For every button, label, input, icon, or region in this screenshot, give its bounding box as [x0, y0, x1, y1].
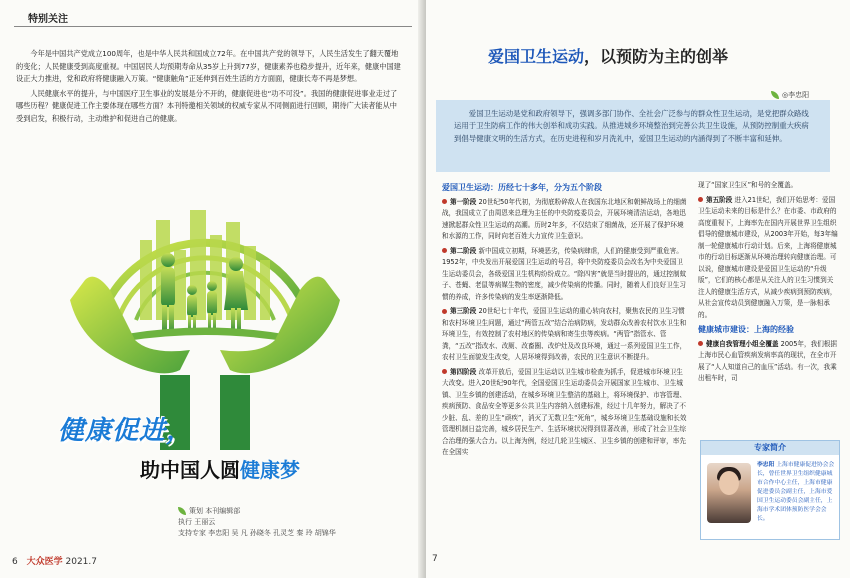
feature-title-prefix: 助中国人圆 — [140, 458, 240, 482]
credit-experts: 支持专家 李忠阳 吴 凡 孙晓冬 孔灵芝 秦 玲 胡锦华 — [178, 529, 336, 537]
continued-text: 现了“国家卫生区”和号的全覆盖。 — [698, 181, 798, 189]
expert-name: 李忠阳 — [757, 462, 775, 468]
intro-paragraph-2: 人民健康水平的提升，与中国医疗卫生事业的发展是分不开的，健康促进也“功不可没”。我国的健康促进事业走过了哪些历程？健康促进工作主要体现在哪些方面？本刊特邀相关领域的权威专家从不同侧面进行回顾，期待广大读者能从中受到启发，积极行动，主动维护和促进自己的健康。 — [16, 88, 398, 123]
article-byline: ◎李忠阳 — [782, 91, 810, 99]
expert-profile-header: 专家简介 — [701, 441, 839, 455]
leaf-icon — [771, 91, 779, 99]
section-label: 特别关注 — [28, 14, 68, 25]
stage-3-paragraph: 第三阶段 20世纪七十年代，爱国卫生运动的重心转向农村，聚焦农民的卫生习惯和农村环境卫生问题，通过“两管五改”结合治病防病，发动群众改善农村饮水卫生和环境卫生，有效控制了农村地区的传染病和寄生虫等疾病。“两管”指管水、管粪，“五改”指改水、改厕、改畜圈、改炉灶及改良环境，通过一系列爱国卫生工作，农村卫生面貌发生改变，人居环境得到改善，农民的卫生意识不断提升。 — [442, 307, 687, 361]
feature-title-line-2 — [140, 454, 300, 483]
self-management-paragraph: 健康自我管理小组全覆盖 2005年，我们根据上海市民心血管疾病发病率高的现状，在全市开展了“人人知道自己的血压”活动。有一次，我乘出租车时，司 — [698, 339, 837, 382]
article-abstract: 爱国卫生运动是党和政府领导下，强调多部门协作、全社会广泛参与的群众性卫生运动，是党把群众路线运用于卫生防病工作的伟大创举和成功实践。从推进城乡环境整治到完善公共卫生设施，从预防控制重大疾病到倡导健康文明的生活方式，在历史进程和岁月洗礼中，爱国卫生运动的内涵得到了不断丰富和延伸。 — [436, 100, 830, 172]
right-page — [426, 0, 850, 578]
article-column-1 — [442, 180, 688, 462]
expert-description: 上海市健康促进协会会长，曾任世界卫生组织健康城市合作中心主任，上海市健康促进委员会副主任，上海市爱国卫生运动委员会副主任，上海市学术团体预防医学会会长。 — [757, 462, 835, 522]
feature-title-line-1: 健康促进， — [58, 416, 194, 446]
expert-profile-box — [700, 440, 840, 540]
credit-planning: 策划 本刊编辑部 — [189, 507, 241, 515]
intro-paragraph-1: 今年是中国共产党成立100周年，也是中华人民共和国成立72年。在中国共产党的领导下，人民生活发生了翻天覆地的变化；人民健康受到高度重视。中国居民人均预期寿命从35岁上升到77岁，健康素养也稳步提升，近年来，健康中国建设正大力推进，党和政府将健康融入万策。“健康触角”正延伸到百姓生活的方方面面，健康长寿不再是梦想。 — [16, 49, 401, 83]
stage-1-paragraph: 第一阶段 20世纪50年代初，为彻底粉碎敌人在我国东北地区和朝鲜战场上的细菌战，我国成立了由周恩来总理为主任的中央防疫委员会，开展环境清洁运动，各地迅速掀起群众性卫生运动的高潮。历时2年多，不仅结束了细菌战，还开展了保护环境和水源的工作，同时向老百姓大力宣传卫生意识。 — [442, 197, 687, 240]
feature-title-highlight: 健康梦 — [240, 458, 300, 482]
expert-bio — [757, 461, 837, 524]
hands-city-family-illustration — [40, 150, 370, 450]
magazine-name: 大众医学 — [26, 557, 63, 567]
leaf-icon — [178, 507, 186, 515]
bullet-dot-icon — [698, 341, 703, 346]
article-title-rest: ，以预防为主的创举 — [584, 47, 729, 66]
issue-date: 2021.7 — [65, 557, 97, 567]
section-heading-stages: 爱国卫生运动：历经七十多年，分为五个阶段 — [442, 183, 602, 192]
left-folio — [12, 554, 97, 567]
bullet-dot-icon — [442, 199, 447, 204]
article-title-highlight: 爱国卫生运动 — [488, 47, 585, 66]
bullet-dot-icon — [442, 248, 447, 253]
page-number-left: 6 — [12, 557, 18, 567]
section-rule — [14, 26, 412, 27]
stage-2-paragraph: 第二阶段 新中国成立初期，环境恶劣，传染病肆虐，人们的健康受到严重危害。1952年，中央发出开展爱国卫生运动的号召，将中央防疫委员会改名为中央爱国卫生运动委员会，各级爱国卫生机构纷纷成立。“除四害”就是当时提出的，通过控制蚊子、苍蝇、老鼠等病媒生物的密度，减少传染病的传播。同时，随着人们良好卫生习惯的养成，许多传染病的发生率逐渐降低。 — [442, 246, 687, 301]
bullet-dot-icon — [442, 369, 447, 374]
credits-block — [178, 506, 336, 539]
article-column-2 — [698, 180, 838, 388]
bullet-dot-icon — [698, 197, 703, 202]
section-heading-shanghai: 健康城市建设：上海的经验 — [698, 325, 794, 334]
expert-portrait — [707, 463, 751, 523]
bullet-dot-icon — [442, 309, 447, 314]
intro-text — [16, 48, 404, 127]
left-page — [0, 0, 424, 578]
article-title — [488, 44, 728, 67]
page-number-right: 7 — [432, 554, 438, 564]
stage-5-paragraph: 第五阶段 进入21世纪，我们开始思考：爱国卫生运动未来的目标是什么？在市委、市政府的高度重视下，上海率先在国内开展世界卫生组织倡导的健康城市建设，从2003年开始，每3年编制一轮健康城市行动计划。后来，上海将健康城市的行动目标逐渐从环境治理转向健康治理。可以说，健康城市建设是爱国卫生运动的“升级版”，它们的核心都是从关注人的卫生习惯到关注人的健康生活方式，从减少疾病到预防疾病，从社会宣传动员到健康融入万策，是一脉相承的。 — [698, 195, 838, 319]
credit-execution: 执行 王丽云 — [178, 518, 216, 526]
stage-4-paragraph: 第四阶段 改革开放后，爱国卫生运动以卫生城市检查为抓手，促进城市环境卫生大改变。进入20世纪90年代，全国爱国卫生运动委员会开展国家卫生城市、卫生城镇、卫生乡镇的创建活动，在城乡环境卫生整洁的基础上，将环境保护、市容管理、疾病预防、食品安全等更多公共卫生内容纳入创建标准，经过十几年努力，解决了不少脏、乱、差的卫生“顽疾”，消灭了无数卫生“死角”，城乡环境卫生基础设施和长效管理机制日益完善，城乡居民生产、生活环境状况得到显著改善，形成了社会卫生综合治理的强大合力。以上海为例，经过几轮卫生城区、卫生乡镇的创建和评审，率先在全国实 — [442, 367, 687, 456]
